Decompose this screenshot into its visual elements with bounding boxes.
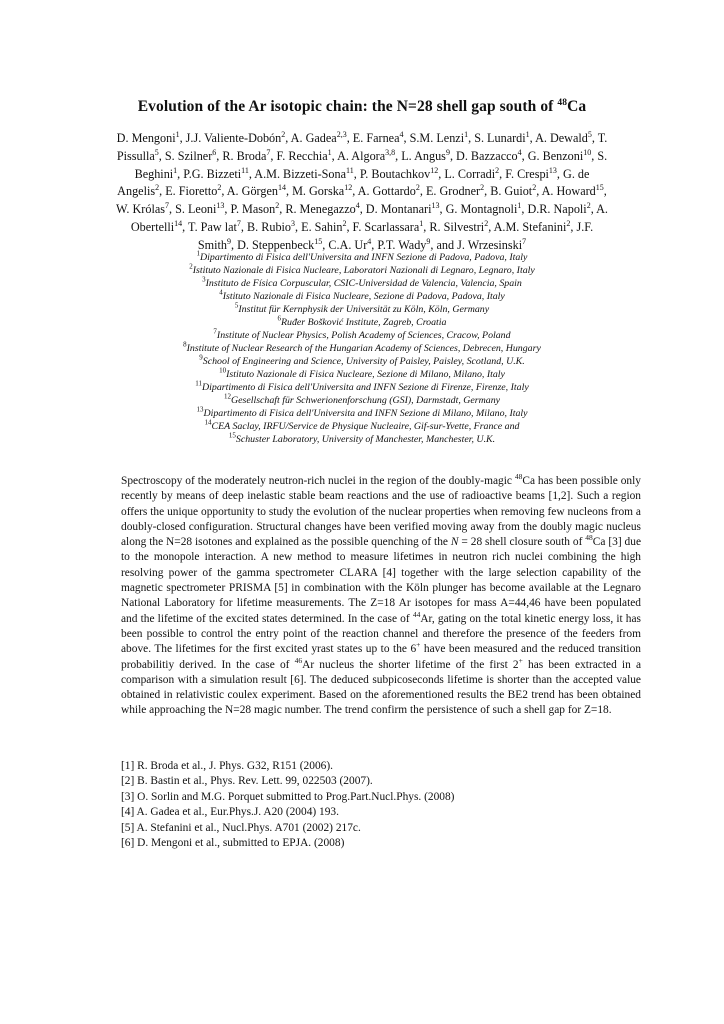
author-name: S. Beghini	[134, 148, 608, 181]
author	[175, 202, 224, 216]
author	[276, 149, 331, 163]
author-name: T. Pissulla	[116, 131, 608, 163]
author	[353, 131, 404, 145]
author-name: S. Leoni	[175, 202, 217, 217]
author	[494, 220, 571, 234]
abstract-superscript: 46	[294, 655, 303, 665]
author-name: A.M. Bizzeti-Sona	[254, 166, 347, 181]
reference-item: [2] B. Bastin et al., Phys. Rev. Lett. 99, 022503 (2007).	[121, 775, 373, 788]
author-affiliation-index: 2	[480, 183, 485, 193]
author-name: C.A. Ur	[328, 237, 368, 252]
author-name: P.T. Wady	[377, 237, 427, 252]
abstract-superscript: +	[518, 655, 523, 665]
affiliation	[60, 290, 664, 303]
affiliation	[60, 433, 664, 446]
author-name: P.G. Bizzeti	[183, 166, 242, 181]
author	[535, 131, 592, 145]
affiliation-text: Schuster Laboratory, University of Manchester, Manchester, U.K.	[235, 434, 496, 445]
affiliation	[60, 355, 664, 368]
affiliation-index: 14	[204, 418, 212, 427]
author-name: B. Guiot	[490, 184, 533, 199]
author-affiliation-index: 7	[236, 218, 241, 228]
abstract-text	[121, 474, 641, 719]
author-affiliation-index: 2	[275, 201, 280, 211]
affiliation-list	[60, 251, 664, 446]
author-name: D.R. Napoli	[527, 202, 587, 217]
author	[444, 167, 499, 181]
affiliation-index: 7	[213, 327, 217, 336]
author-affiliation-index: 1	[464, 129, 469, 139]
author	[254, 167, 353, 181]
author-affiliation-index: 2	[217, 183, 222, 193]
author	[358, 184, 420, 198]
author-name: P. Mason	[230, 202, 276, 217]
author	[237, 238, 322, 252]
author-affiliation-index: 2	[484, 218, 489, 228]
affiliation	[60, 329, 664, 342]
affiliation	[60, 394, 664, 407]
title-mass-number: 48	[557, 98, 568, 108]
author-name: S. Lunardi	[474, 131, 526, 145]
author-affiliation-index: 14	[277, 183, 286, 193]
affiliation	[60, 303, 664, 316]
author-name: J.F. Smith	[197, 219, 594, 252]
author	[505, 167, 557, 181]
affiliation	[60, 251, 664, 264]
reference-item: [6] D. Mengoni et al., submitted to EPJA. (2008)	[121, 837, 345, 850]
author-list: D. Mengoni$^1$, J.J. Valiente-Dobón$^2$, A. Gadea$^{2,3}$, E. Farnea$^4$, S.M. Lenzi$^1$, S. Lunardi$^1$, A. Dewald$^5$, T. Pissulla$^5$, S. Szilner$^6$, R. Broda$^7$, F. Recchia$^1$, A. Algora$^{3,8}$, L. Angus$^9$, D. Bazzacco$^4$, G. Benzoni$^{10}$, S. Beghini$^1$, P.G. Bizzeti$^{11}$, A.M. Bizzeti-Sona$^{11}$, P. Boutachkov$^{12}$, L. Corradi$^2$, F. Crespi$^{13}$, G. de Angelis$^2$, E. Fioretto$^2$, A. Görgen$^{14}$, M. Gorska$^{12}$, A. Gottardo$^2$, E. Grodner$^2$, B. Guiot$^2$, A. Howard$^{15}$, W. Królas$^7$, S. Leoni$^{13}$, P. Mason$^2$, R. Menegazzo$^4$, D. Montanari$^{13}$, G. Montagnoli$^1$, D.R. Napoli$^2$, A. Obertelli$^{14}$, T. Paw lat$^7$, B. Rubio$^3$, E. Sahin$^2$, F. Scarlassara$^1$, R. Silvestri$^2$, A.M. Stefanini$^2$, J.F. Smith$^9$, D. Steppenbeck$^{15}$, C.A. Ur$^4$, P.T. Wady$^9$, and J. Wrzesinski$^7$	[116, 129, 608, 252]
author-affiliation-index: 2	[495, 165, 500, 175]
author	[292, 184, 352, 198]
affiliation-text: Gesellschaft für Schwerionenforschung (GSI), Darmstadt, Germany	[230, 395, 501, 406]
author-name: J.J. Valiente-Dobón	[185, 131, 282, 145]
affiliation-index: 15	[228, 431, 236, 440]
author-name: A. Gottardo	[357, 184, 416, 199]
author-affiliation-index: 7	[522, 236, 527, 246]
author	[116, 202, 169, 216]
author-affiliation-index: 4	[517, 147, 522, 157]
author-name: F. Scarlassara	[352, 219, 420, 234]
author	[429, 220, 488, 234]
author-affiliation-index: 3,8	[385, 147, 396, 157]
abstract-segment: Ca has been possible only recently by means of deep inelastic stable beam reactions and the use of radioactive beams [1,2]. Such a region offers the unique opportunity to study the evolution of the nuclear properties when removing few nucleons from a doubly-closed configuration. Structural changes have been verified moving away from the doubly magic nucleus along the N=28 isotones and explained as the possible quenching of the	[121, 475, 641, 549]
author	[527, 202, 590, 216]
author-name: E. Farnea	[352, 131, 400, 145]
affiliation	[60, 264, 664, 277]
author-affiliation-index: 2	[155, 183, 160, 193]
author-name: A. Obertelli	[130, 202, 608, 234]
reference-item: [5] A. Stefanini et al., Nucl.Phys. A701 (2002) 217c.	[121, 821, 361, 834]
affiliation	[60, 342, 664, 355]
affiliation-index: 12	[223, 392, 231, 401]
affiliation-text: CEA Saclay, IRFU/Service de Physique Nucleaire, Gif-sur-Yvette, France and	[211, 421, 520, 432]
author-name: A. Dewald	[535, 131, 588, 145]
author-name: A. Howard	[541, 184, 596, 199]
author-affiliation-index: 4	[399, 129, 404, 139]
author-affiliation-index: 1	[173, 165, 178, 175]
abstract-segment: Ca [3] due to the monopole interaction. A new method to measure lifetimes in neutron rich nuclei combining the high resolving power of the gamma spectrometer CLARA [4] together with the large selection capability of the magnetic spectrometer PRISMA [5] in combination with the Köln plunger has become available at the Legnaro National Laboratory for lifetime measurements. The Z=18 Ar isotopes for mass A=44,46 have been populated and the lifetime of the excited states determined. In the case of	[121, 536, 642, 625]
author-name: A.M. Stefanini	[493, 219, 567, 234]
affiliation-text: School of Engineering and Science, University of Paisley, Paisley, Scotland, U.K.	[202, 356, 525, 367]
author-affiliation-index: 1	[175, 129, 180, 139]
author-affiliation-index: 9	[445, 147, 450, 157]
author	[528, 149, 592, 163]
reference-item: [1] R. Broda et al., J. Phys. G32, R151 (2006).	[121, 760, 333, 772]
author	[328, 238, 371, 252]
author-name: R. Broda	[222, 148, 267, 163]
affiliation-text: Istituto Nazionale di Fisica Nucleare, Laboratori Nazionali di Legnaro, Legnaro, Italy	[192, 265, 535, 276]
author-affiliation-index: 2	[532, 183, 537, 193]
author	[426, 184, 484, 198]
author-affiliation-index: 11	[346, 165, 354, 175]
affiliation-text: Ruđer Bošković Institute, Zagreb, Croatia	[281, 317, 447, 328]
author	[183, 167, 249, 181]
author	[456, 149, 522, 163]
author	[337, 149, 395, 163]
author-name: D. Bazzacco	[456, 148, 518, 163]
author-name: G. de Angelis	[117, 166, 590, 199]
author-affiliation-index: 11	[241, 165, 249, 175]
author-affiliation-index: 14	[174, 218, 183, 228]
author-name: B. Rubio	[247, 219, 292, 234]
author-affiliation-index: 1	[517, 201, 522, 211]
author-affiliation-index: 9	[426, 236, 431, 246]
author-affiliation-index: 7	[165, 201, 170, 211]
author	[410, 131, 469, 145]
author-name: P. Boutachkov	[359, 166, 431, 181]
affiliation	[60, 407, 664, 420]
author	[542, 184, 604, 198]
author-affiliation-index: 2	[415, 183, 420, 193]
author-affiliation-index: 4	[355, 201, 360, 211]
affiliation-text: Institute of Nuclear Research of the Hungarian Academy of Sciences, Debrecen, Hungary	[186, 343, 541, 354]
author-name: T. Paw lat	[188, 219, 237, 234]
author-affiliation-index: 9	[227, 236, 231, 246]
author-affiliation-index: 1	[525, 129, 530, 139]
author-affiliation-index: 15	[595, 183, 604, 193]
affiliation-text: Institut für Kernphysik der Universität zu Köln, Köln, Germany	[238, 304, 490, 315]
abstract-segment: Ar nucleus the shorter lifetime of the first 2	[302, 658, 519, 671]
author	[474, 131, 529, 145]
author-name: D. Steppenbeck	[237, 237, 315, 252]
author-name: F. Recchia	[276, 148, 328, 163]
author	[117, 131, 180, 145]
author	[377, 238, 430, 252]
abstract-segment: = 28 shell closure south of	[458, 536, 586, 549]
affiliation-index: 2	[189, 262, 193, 271]
author	[227, 184, 286, 198]
abstract-superscript: +	[416, 640, 421, 650]
affiliation	[60, 381, 664, 394]
author-affiliation-index: 2,3	[336, 129, 347, 139]
affiliation-text: Istituto Nazionale di Fisica Nucleare, Sezione di Padova, Padova, Italy	[222, 291, 505, 302]
author	[366, 202, 440, 216]
affiliation-text: Istituto Nazionale di Fisica Nucleare, Sezione di Milano, Milano, Italy	[226, 369, 505, 380]
author-name: G. Benzoni	[527, 148, 584, 163]
affiliation-index: 4	[219, 288, 223, 297]
paper-title	[0, 98, 724, 116]
author-affiliation-index: 6	[212, 147, 217, 157]
author-name: F. Crespi	[505, 166, 549, 181]
author	[285, 202, 359, 216]
abstract-segment: has been extracted in a comparison with a simulation result [6]. The deduced subpicoseconds lifetime is shorter than the accepted value obtained in relativistic coulex experiment. Based on the aforementioned results the BE2 trend has been obtained while approaching the N=28 magic number. The trend confirm the persistence of such a shell gap for Z=18.	[121, 658, 641, 717]
reference-item: [3] O. Sorlin and M.G. Porquet submitted to Prog.Part.Nucl.Phys. (2008)	[121, 790, 455, 803]
author-affiliation-index: 12	[430, 165, 439, 175]
author	[186, 131, 286, 145]
author-name: L. Angus	[401, 148, 446, 163]
author	[353, 220, 424, 234]
title-text: Evolution of the Ar isotopic chain: the N=28 shell gap south of	[137, 98, 558, 116]
affiliation-index: 3	[202, 275, 206, 284]
author-affiliation-index: 4	[367, 236, 372, 246]
author-name: S. Szilner	[164, 148, 213, 163]
affiliation	[60, 368, 664, 381]
affiliation	[60, 277, 664, 290]
affiliation-text: Dipartimento di Fisica dell'Universita and INFN Sezione di Firenze, Firenze, Italy	[202, 382, 529, 393]
abstract-segment: have been measured and the reduced transition probabilitiy derived. In the case of	[121, 643, 641, 671]
author	[165, 184, 221, 198]
author	[490, 184, 536, 198]
author-affiliation-index: 5	[154, 147, 159, 157]
author	[301, 220, 346, 234]
author-name: L. Corradi	[444, 166, 496, 181]
affiliation	[60, 420, 664, 433]
affiliation-index: 9	[199, 353, 203, 362]
affiliation-index: 1	[196, 249, 201, 258]
author	[457, 238, 526, 252]
affiliation-index: 13	[196, 405, 204, 414]
title-element: Ca	[567, 98, 587, 116]
author-affiliation-index: 12	[344, 183, 353, 193]
affiliation-index: 11	[195, 379, 203, 388]
affiliation-index: 8	[183, 340, 187, 349]
author-name: S.M. Lenzi	[409, 131, 465, 145]
author-name: G. Montagnoli	[445, 202, 518, 217]
author-name: E. Fioretto	[165, 184, 218, 199]
affiliation-text: Institute of Nuclear Physics, Polish Academy of Sciences, Cracow, Poland	[216, 330, 511, 341]
author-affiliation-index: 3	[291, 218, 296, 228]
author-affiliation-index: 10	[583, 147, 592, 157]
author-name: D. Mengoni	[116, 131, 176, 145]
author	[291, 131, 347, 145]
author	[188, 220, 241, 234]
author-affiliation-index: 13	[216, 201, 225, 211]
author-affiliation-index: 13	[431, 201, 440, 211]
author-name: R. Silvestri	[429, 219, 485, 234]
author-affiliation-index: 15	[314, 236, 323, 246]
abstract-superscript: 48	[585, 533, 593, 543]
author-affiliation-index: 2	[586, 201, 591, 211]
abstract-superscript: 44	[412, 609, 421, 619]
abstract-math: N	[450, 536, 459, 549]
author	[231, 202, 280, 216]
author	[247, 220, 295, 234]
author-affiliation-index: 1	[419, 218, 424, 228]
affiliation-text: Instituto de Física Corpuscular, CSIC-Universidad de Valencia, Valencia, Spain	[205, 278, 522, 289]
author-name: J. Wrzesinski	[457, 237, 523, 252]
author-name: A. Algora	[337, 148, 386, 163]
author-name: A. Görgen	[226, 184, 278, 199]
author-affiliation-index: 13	[548, 165, 557, 175]
affiliation-index: 6	[277, 314, 281, 323]
abstract-segment: Spectroscopy of the moderately neutron-rich nuclei in the region of the doubly-magic	[121, 475, 515, 487]
author-name: E. Sahin	[301, 219, 343, 234]
author-name: D. Montanari	[365, 202, 432, 217]
affiliation-index: 10	[219, 366, 227, 375]
affiliation-index: 5	[234, 301, 239, 310]
author-affiliation-index: 2	[566, 218, 571, 228]
author-affiliation-index: 5	[587, 129, 592, 139]
author-affiliation-index: 2	[281, 129, 286, 139]
abstract-superscript: 48	[514, 472, 523, 482]
author-affiliation-index: 7	[266, 147, 271, 157]
author-affiliation-index: 1	[327, 147, 332, 157]
abstract-segment: Ar, gating on the total kinetic energy loss, it has been possible to control the entry point of the reaction channel and therefore the presence of the feeders from above. The lifetimes for the first excited yrast states up to the 6	[121, 612, 641, 656]
affiliation-text: Dipartimento di Fisica dell'Universita and INFN Sezione di Padova, Padova, Italy	[200, 252, 528, 263]
affiliation	[60, 316, 664, 329]
author-affiliation-index: 2	[342, 218, 347, 228]
author-name: E. Grodner	[425, 184, 481, 199]
author	[446, 202, 522, 216]
author	[360, 167, 438, 181]
author-name: W. Królas	[116, 202, 166, 217]
author	[222, 149, 270, 163]
author-name: R. Menegazzo	[285, 202, 356, 217]
reference-item: [4] A. Gadea et al., Eur.Phys.J. A20 (2004) 193.	[121, 806, 339, 819]
reference-list	[121, 759, 641, 851]
author-name: A. Gadea	[290, 131, 337, 145]
author	[401, 149, 450, 163]
author-name: M. Gorska	[292, 184, 345, 199]
author	[165, 149, 216, 163]
affiliation-text: Dipartimento di Fisica dell'Universita and INFN Sezione di Milano, Milano, Italy	[203, 408, 528, 419]
